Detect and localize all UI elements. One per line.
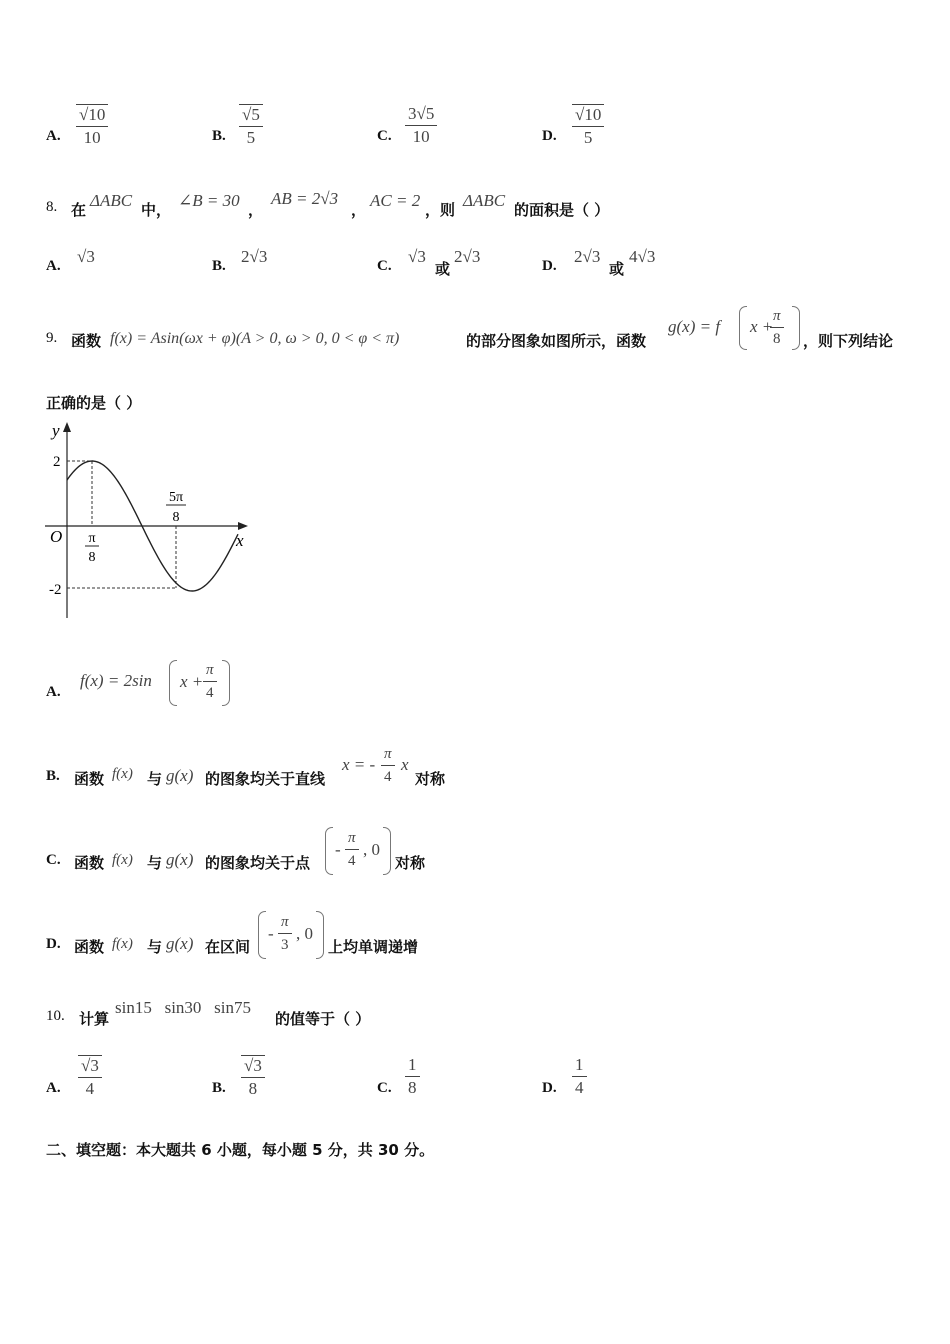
- graph-x-label: x: [236, 531, 244, 550]
- graph-y-label: y: [52, 421, 60, 440]
- q8-number: 8.: [46, 199, 58, 215]
- q7-option-c-fraction: $\frac{3√5}{10}$: [405, 104, 437, 147]
- q8-math-ac: AC = 2: [370, 191, 421, 210]
- q9-option-b-x: x: [401, 755, 409, 774]
- q9-option-a-fraction: $\frac{\pi}{4}$: [203, 660, 217, 703]
- q8-math-ab: AB = 2√3: [271, 189, 339, 208]
- graph-x2-den: 8: [172, 510, 180, 525]
- q8-option-c-value-b: 2√3: [454, 247, 481, 266]
- graph-x1-num: π: [88, 531, 96, 546]
- q8-option-d-label: D.: [542, 258, 557, 274]
- q8-option-d-value-b: 4√3: [629, 247, 656, 266]
- q9-option-d-tail: , 0: [296, 924, 313, 943]
- q9-option-a-inner: x +: [180, 672, 204, 691]
- q9-option-c-text-1: 函数: [74, 854, 105, 872]
- q8-option-a-label: A.: [46, 258, 61, 274]
- q9-text-4: 正确的是（ ）: [46, 394, 142, 412]
- q8-text-4: 的面积是（ ）: [514, 201, 610, 219]
- q8-option-d-or: 或: [609, 260, 625, 278]
- q9-math-g-inner: x +: [750, 317, 774, 336]
- q9-option-b-text-1: 函数: [74, 770, 105, 788]
- q9-option-c-f: f(x): [112, 852, 133, 868]
- q8-text-1: 在: [71, 201, 87, 219]
- q9-option-c-text-4: 对称: [395, 854, 426, 872]
- q10-option-c-label: C.: [377, 1080, 392, 1096]
- q8-option-a-value: √3: [77, 247, 95, 266]
- q10-option-b-label: B.: [212, 1080, 226, 1096]
- q9-text-2: 的部分图象如图所示，函数: [466, 332, 647, 350]
- q9-option-c-right-paren: [383, 827, 391, 875]
- q8-math-triangle-2: ΔABC: [463, 191, 506, 210]
- q8-math-triangle: ΔABC: [90, 191, 133, 210]
- q9-option-c-minus: -: [335, 840, 341, 859]
- q9-g-left-paren: [739, 306, 747, 350]
- q9-option-c-text-2: 与: [147, 854, 163, 872]
- q9-option-a-right-paren: [222, 660, 230, 706]
- q9-option-a-left-paren: [169, 660, 177, 706]
- q9-option-b-text-3: 的图象均关于直线: [205, 770, 326, 788]
- q9-option-d-fraction: $\frac{\pi}{3}$: [278, 912, 292, 955]
- q7-option-b-fraction: $\frac{√5}{5}$: [239, 104, 263, 148]
- q8-option-c-value-a: √3: [408, 247, 426, 266]
- q9-math-g: g(x) = f: [668, 317, 721, 336]
- q9-g-right-paren: [792, 306, 800, 350]
- q8-option-c-label: C.: [377, 258, 392, 274]
- q10-option-a-fraction: $\frac{√3}{4}$: [78, 1055, 102, 1099]
- q9-option-b-fraction: $\frac{\pi}{4}$: [381, 744, 395, 787]
- q8-math-angle: ∠B = 30: [178, 191, 240, 210]
- q9-option-c-left-paren: [325, 827, 333, 875]
- graph-ymin-label: -2: [49, 582, 62, 598]
- q9-option-d-f: f(x): [112, 936, 133, 952]
- q10-text-2: 的值等于（ ）: [275, 1010, 371, 1028]
- q9-option-d-text-3: 在区间: [205, 938, 251, 956]
- q9-option-d-right-paren: [316, 911, 324, 959]
- q8-text-3: ，则: [425, 201, 456, 219]
- graph-y-arrow: [63, 422, 71, 432]
- q9-option-b-g: g(x): [166, 766, 194, 785]
- q9-text-3: ，则下列结论: [803, 332, 894, 350]
- q9-option-b-text-2: 与: [147, 770, 163, 788]
- q8-option-c-or: 或: [435, 260, 451, 278]
- q8-option-b-label: B.: [212, 258, 226, 274]
- q9-option-b-f: f(x): [112, 766, 133, 782]
- q10-option-d-fraction: $\frac{1}{4}$: [572, 1055, 587, 1098]
- q9-option-a-label: A.: [46, 684, 61, 700]
- q8-option-d-value-a: 2√3: [574, 247, 601, 266]
- q10-option-b-fraction: $\frac{√3}{8}$: [241, 1055, 265, 1099]
- q9-option-d-text-1: 函数: [74, 938, 105, 956]
- q9-option-a-math: f(x) = 2sin: [80, 671, 152, 690]
- q9-option-c-g: g(x): [166, 850, 194, 869]
- q8-option-b-value: 2√3: [241, 247, 268, 266]
- q10-text-1: 计算: [79, 1010, 110, 1028]
- graph-x2-num: 5π: [168, 490, 184, 505]
- q7-option-c-label: C.: [377, 128, 392, 144]
- q10-math: sin15 sin30 sin75: [115, 998, 252, 1017]
- graph-x-arrow: [238, 522, 248, 530]
- q9-option-d-minus: -: [268, 924, 274, 943]
- q7-option-d-fraction: $\frac{√10}{5}$: [572, 104, 604, 148]
- q7-option-d-label: D.: [542, 128, 557, 144]
- q8-sep-1: ，: [248, 201, 264, 219]
- graph-x1-den: 8: [88, 550, 96, 565]
- q9-option-d-label: D.: [46, 936, 61, 952]
- q10-option-c-fraction: $\frac{1}{8}$: [405, 1055, 420, 1098]
- q7-option-a-fraction: $\frac{√10}{10}$: [76, 104, 108, 148]
- graph-origin-label: O: [50, 527, 63, 546]
- graph-ymax-label: 2: [53, 454, 61, 470]
- q9-option-c-tail: , 0: [363, 840, 380, 859]
- q9-option-b-label: B.: [46, 768, 60, 784]
- q9-option-c-fraction: $\frac{\pi}{4}$: [345, 828, 359, 871]
- q9-option-d-text-4: 上均单调递增: [328, 938, 419, 956]
- q7-option-b-label: B.: [212, 128, 226, 144]
- q9-text-1: 函数: [71, 332, 102, 350]
- q9-option-b-math: x = -: [342, 755, 376, 774]
- q9-option-b-text-4: 对称: [415, 770, 446, 788]
- q9-g-fraction: $\frac{\pi}{8}$: [770, 306, 784, 349]
- q10-option-a-label: A.: [46, 1080, 61, 1096]
- q9-number: 9.: [46, 330, 58, 346]
- q9-option-c-label: C.: [46, 852, 61, 868]
- q9-option-c-text-3: 的图象均关于点: [205, 854, 311, 872]
- q8-sep-2: ，: [351, 201, 367, 219]
- q10-number: 10.: [46, 1008, 65, 1024]
- q9-sine-graph: [40, 418, 260, 628]
- q8-text-2: 中，: [141, 201, 172, 219]
- q9-option-d-text-2: 与: [147, 938, 163, 956]
- q10-option-d-label: D.: [542, 1080, 557, 1096]
- q9-option-d-left-paren: [258, 911, 266, 959]
- q9-math-function: f(x) = Asin(ωx + φ)(A > 0, ω > 0, 0 < φ < π): [110, 330, 400, 347]
- section-2-heading: 二、填空题：本大题共 6 小题，每小题 5 分，共 30 分。: [46, 1141, 435, 1159]
- q7-option-a-label: A.: [46, 128, 61, 144]
- q9-option-d-g: g(x): [166, 934, 194, 953]
